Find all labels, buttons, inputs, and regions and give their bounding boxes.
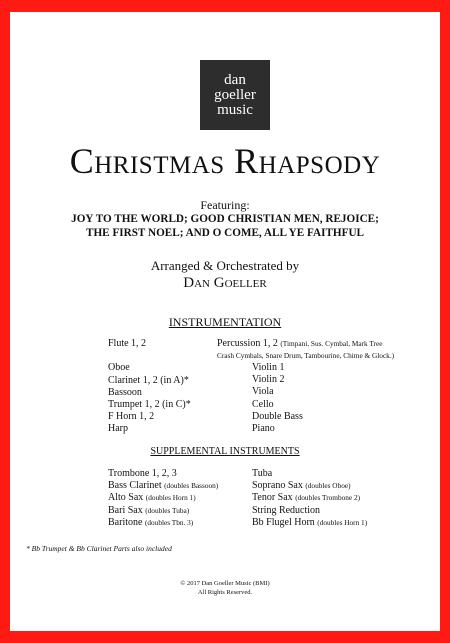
instrument-item: Violin 2 [252,374,285,386]
instrument-item: Viola [252,386,274,398]
supplemental-name: Tuba [252,468,273,479]
instrument-spacer [108,350,191,362]
supplemental-left-column [108,468,218,529]
supplemental-note: (doubles Tuba) [145,505,190,515]
supplemental-item [108,505,218,517]
supplemental-item [252,480,367,492]
featured-songs-line-2: THE FIRST NOEL; AND O COME, ALL YE FAITHFUL [86,227,364,239]
supplemental-item [108,480,218,492]
arranger-name: Dan Goeller [183,275,267,291]
supplemental-item [252,492,367,504]
instrumentation-left-column [108,338,191,436]
supplemental-name: Tenor Sax [252,492,293,504]
supplemental-item [252,468,367,480]
supplemental-note: (doubles Trombone 2) [295,493,361,503]
featured-songs-line-1: JOY TO THE WORLD; GOOD CHRISTIAN MEN, REJOICE; [71,213,379,225]
logo-line-dan: dan [224,71,246,88]
credit-label: Arranged & Orchestrated by [150,258,300,273]
instrumentation-right-column [252,362,303,435]
instrument-item: Bassoon [108,386,142,398]
supplemental-name: Bb Flugel Horn [252,516,315,528]
instrument-item: Flute 1, 2 [108,338,147,349]
supplemental-note: (doubles Bassoon) [164,481,219,491]
percussion-entry [217,338,382,350]
supplemental-item [108,517,218,529]
publisher-logo [200,60,270,130]
supplemental-name: Bass Clarinet [108,480,162,492]
percussion-name: Percussion 1, 2 [217,338,278,349]
page-title: Christmas Rhapsody [69,141,381,181]
footnote: * Bb Trumpet & Bb Clarinet Parts also included [26,544,172,553]
logo-line-music: music [217,101,253,118]
instrument-item: Double Bass [252,410,303,422]
supplemental-item [252,517,367,529]
supplemental-item [108,492,218,504]
supplemental-note: (doubles Oboe) [305,481,351,491]
supplemental-note: (doubles Horn 1) [317,517,368,527]
supplemental-item [252,505,367,517]
instrument-item: Harp [108,423,128,435]
supplemental-right-column [252,468,367,529]
featuring-label: Featuring: [200,198,250,212]
instrument-item: Violin 1 [252,362,285,373]
supplemental-name: Alto Sax [108,492,144,504]
supplemental-name: Baritone [108,516,143,528]
supplemental-name: Trombone 1, 2, 3 [108,468,177,479]
copyright-notice [10,579,440,597]
instrumentation-heading: INSTRUMENTATION [168,315,282,329]
instrument-item: Trumpet 1, 2 (in C)* [108,398,191,410]
percussion-detail: (Timpani, Sus. Cymbal, Mark Tree [280,339,383,348]
score-cover-page [10,12,440,631]
supplemental-item [108,468,218,480]
supplemental-heading: SUPPLEMENTAL INSTRUMENTS [150,446,300,457]
instrument-item: Oboe [108,362,130,374]
copyright-line-1: © 2017 Dan Goeller Music (BMI) [180,580,270,587]
copyright-line-2: All Rights Reserved. [197,589,253,596]
supplemental-name: Soprano Sax [252,480,303,492]
supplemental-note: (doubles Tbn. 3) [144,517,194,527]
instrument-item: Cello [252,398,274,410]
percussion-detail-continued: Crash Cymbals, Snare Drum, Tambourine, Chime & Glock.) [217,351,395,360]
instrument-item: F Horn 1, 2 [108,411,155,423]
supplemental-name: String Reduction [252,504,321,516]
instrument-item: Piano [252,422,275,434]
instrument-item: Clarinet 1, 2 (in A)* [108,374,189,386]
logo-line-goeller: goeller [214,86,256,103]
supplemental-note: (doubles Horn 1) [145,493,196,503]
featured-songs [10,212,440,240]
supplemental-name: Bari Sax [108,504,143,516]
